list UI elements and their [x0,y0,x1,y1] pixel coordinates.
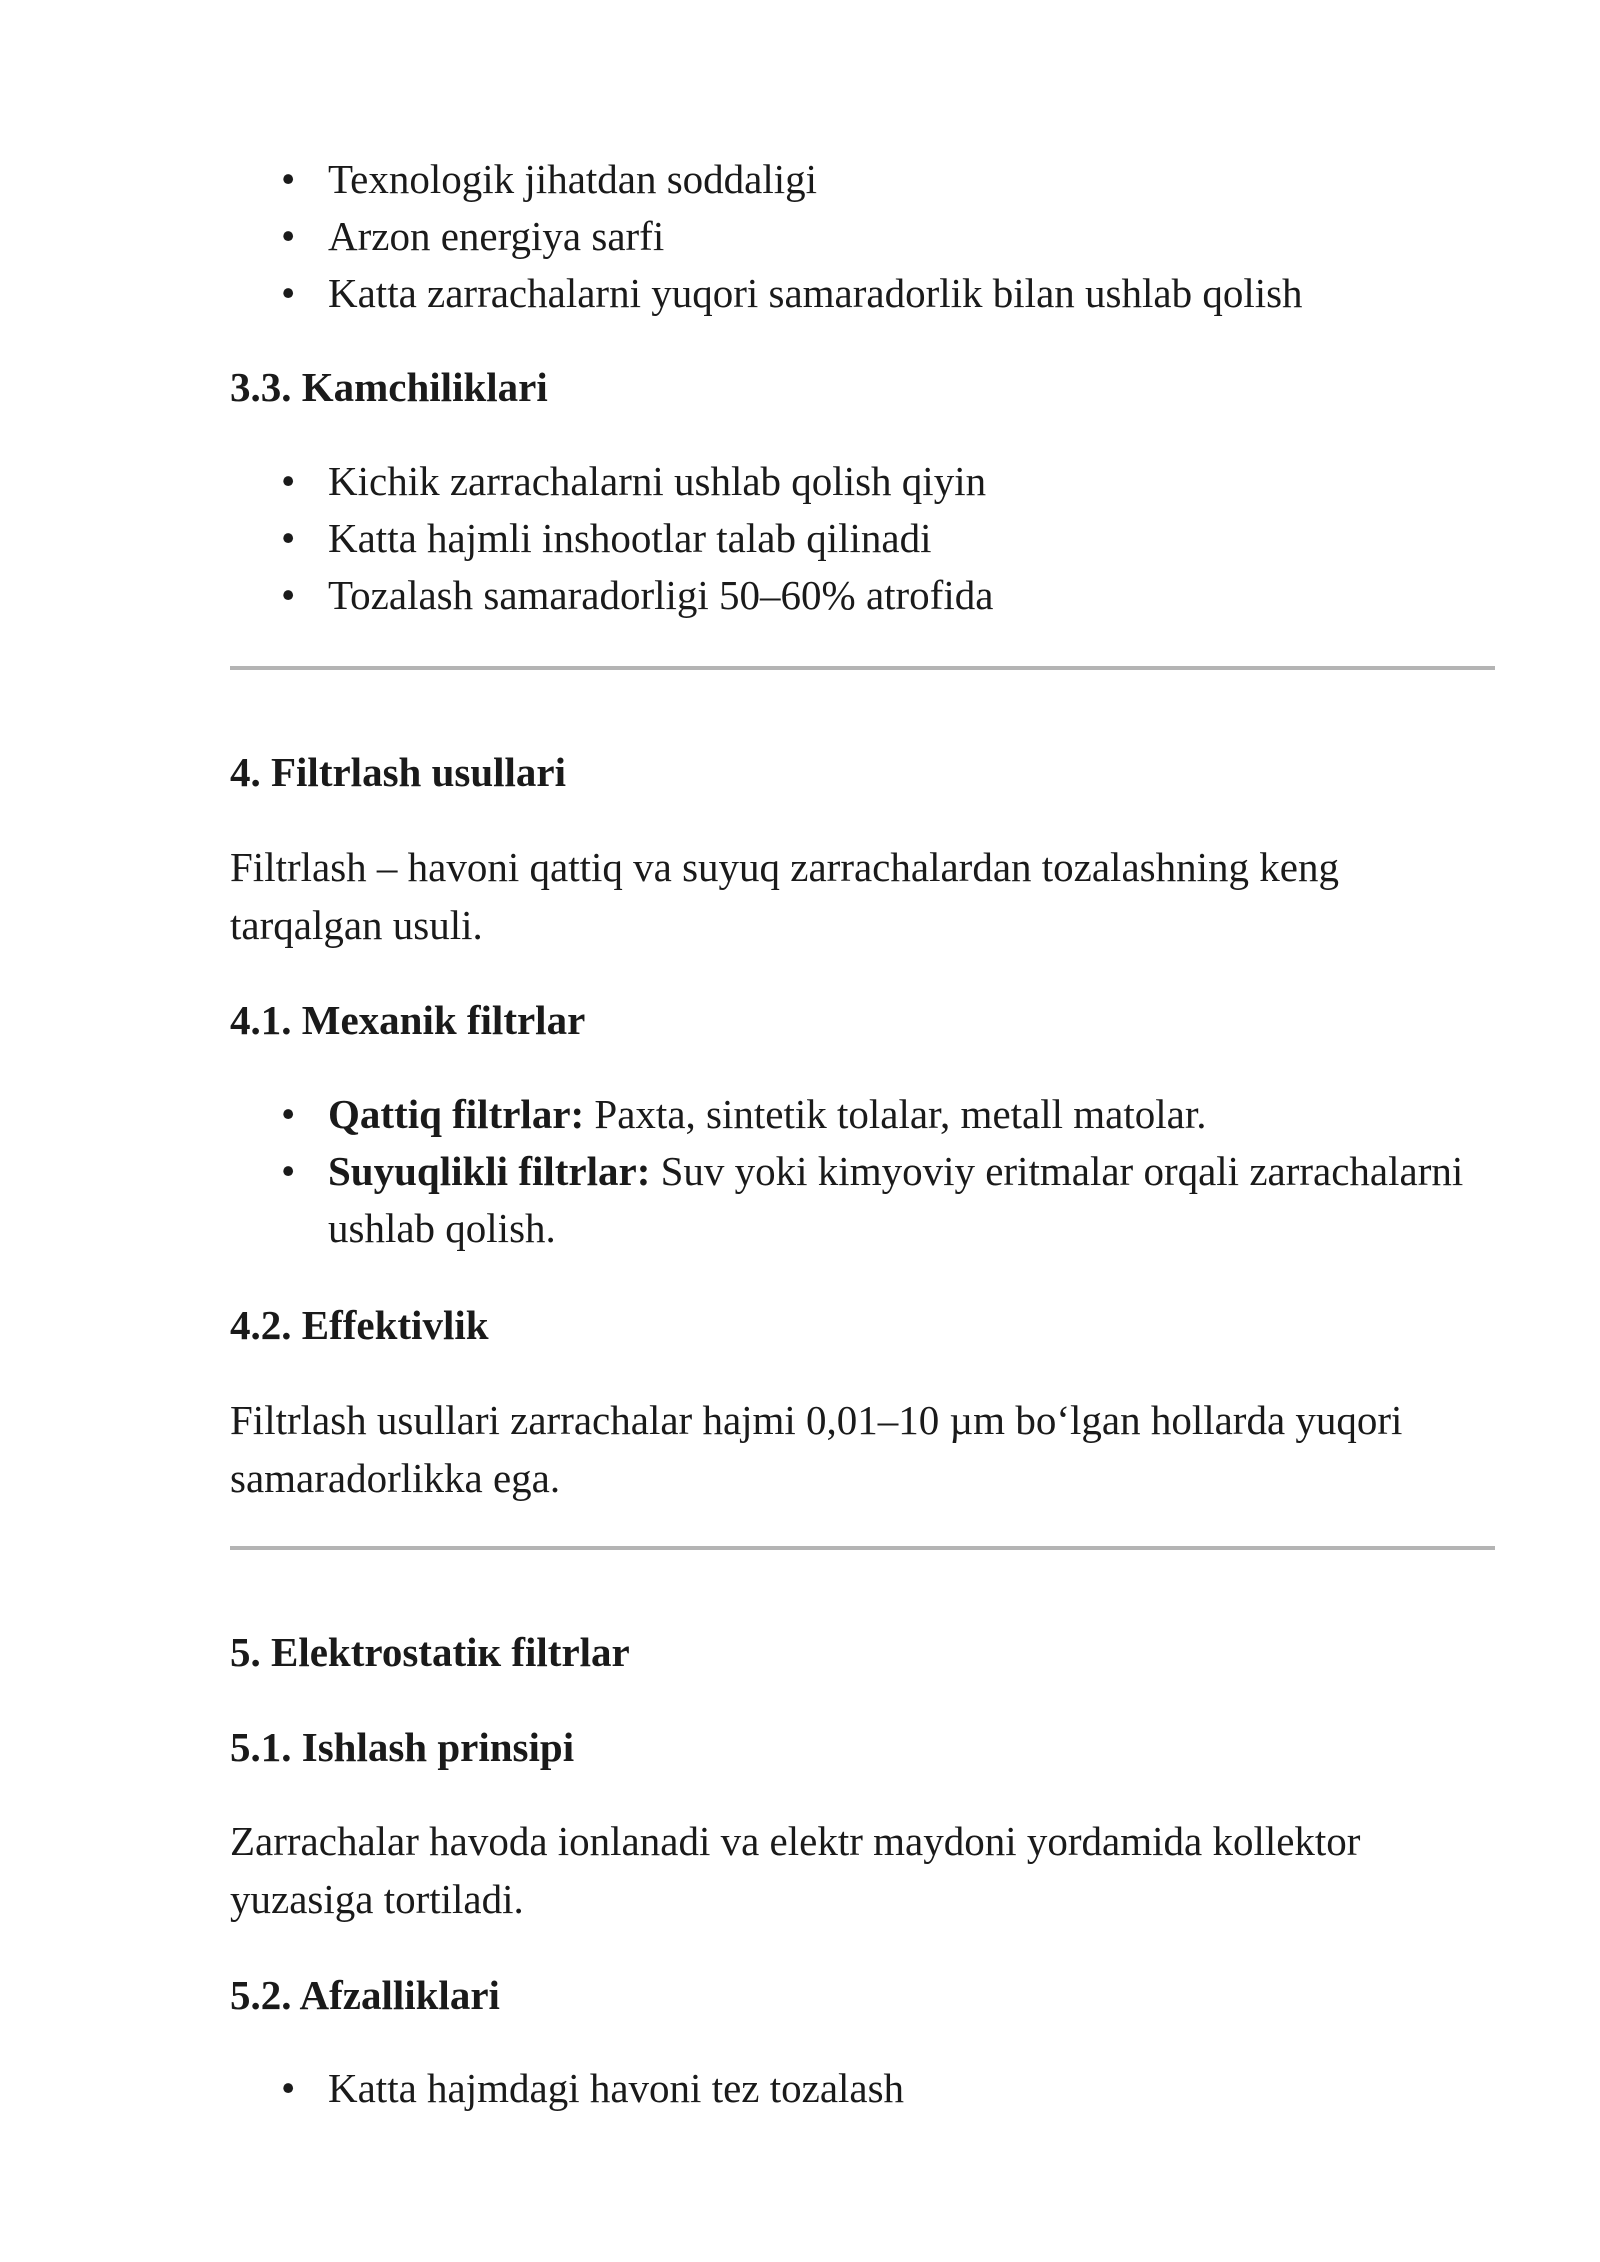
list-item: • Texnologik jihatdan soddaligi [230,151,1495,208]
list-item: • Tozalash samaradorligi 50–60% atrofida [230,567,1495,624]
bullet-icon: • [281,458,296,504]
bullet-icon: • [281,2065,296,2111]
paragraph-4: Filtrlash – havoni qattiq va suyuq zarrachalardan tozalashning keng tarqalgan usuli. [230,844,1339,948]
list-item: • Qattiq filtrlar: Paxta, sintetik tolalar, metall matolar. [230,1086,1495,1143]
bullet-icon: • [281,213,296,259]
bullet-icon: • [281,572,296,618]
heading-4-1: 4.1. Mexanik filtrlar [230,997,586,1043]
heading-4-2: 4.2. Effektivlik [230,1302,489,1348]
list-item: • Katta hajmdagi havoni tez tozalash [230,2060,1495,2117]
list-item-term: Suyuqlikli filtrlar: [328,1148,651,1194]
list-item: • Katta hajmli inshootlar talab qilinadi [230,510,1495,567]
heading-5: 5. Elektrostatiк filtrlar [230,1629,630,1675]
list-item: • Suyuqlikli filtrlar: Suv yoki kimyoviy eritmalar orqali zarrachalarni ushlab qolish. [230,1143,1495,1257]
advantages-list [230,151,1495,322]
list-item: • Arzon energiya sarfi [230,208,1495,265]
bullet-icon: • [281,1148,296,1194]
heading-3-3: 3.3. Kamchiliklari [230,364,548,410]
list-item: • Katta zarrachalarni yuqori samaradorlik bilan ushlab qolish [230,265,1495,322]
section-divider [230,1546,1495,1550]
heading-4: 4. Filtrlash usullari [230,749,567,795]
disadvantages-list [230,453,1495,624]
list-item-term: Qattiq filtrlar: [328,1091,585,1137]
section-divider [230,666,1495,670]
bullet-icon: • [281,156,296,202]
advantages-5-2-list [230,2060,1495,2117]
mechanical-filters-list [230,1086,1495,1257]
heading-5-1: 5.1. Ishlash prinsipi [230,1724,575,1770]
paragraph-5-1: Zarrachalar havoda ionlanadi va elektr maydoni yordamida kollektor yuzasiga tortiladi. [230,1818,1361,1922]
heading-5-2: 5.2. Afzalliklari [230,1972,500,2018]
bullet-icon: • [281,515,296,561]
paragraph-4-2: Filtrlash usullari zarrachalar hajmi 0,01–10 µm bo‘lgan hollarda yuqori samaradorlikka ega. [230,1397,1403,1501]
bullet-icon: • [281,270,296,316]
bullet-icon: • [281,1091,296,1137]
list-item: • Kichik zarrachalarni ushlab qolish qiyin [230,453,1495,510]
